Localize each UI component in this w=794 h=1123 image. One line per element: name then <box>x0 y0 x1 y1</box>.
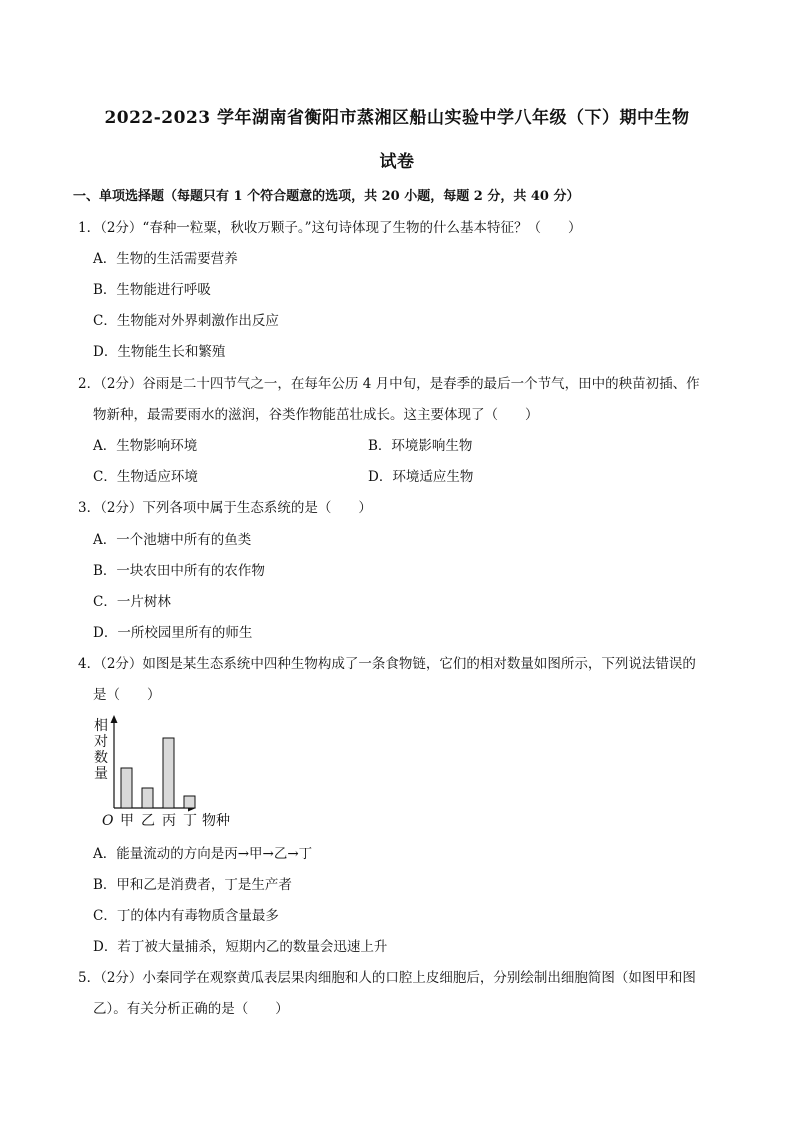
bar-丁 <box>184 796 195 808</box>
x-axis-label: 物种 <box>202 813 230 829</box>
question-3-option-d: D．一所校园里所有的师生 <box>93 625 253 641</box>
question-2-option-d: D．环境适应生物 <box>368 469 474 485</box>
svg-text:相对数量: 相对数量 <box>94 718 108 782</box>
question-2-option-b: B．环境影响生物 <box>368 438 473 454</box>
question-4-stem-cont: 是（ ） <box>93 687 161 703</box>
question-4-option-d: D．若丁被大量捕杀，短期内乙的数量会迅速上升 <box>93 939 388 955</box>
question-3-option-b: B．一块农田中所有的农作物 <box>93 563 265 579</box>
bar-甲 <box>121 768 132 808</box>
origin-label: O <box>102 813 114 829</box>
question-5-stem-cont: 乙）。有关分析正确的是（ ） <box>93 1001 289 1017</box>
category-label-甲: 甲 <box>120 813 134 829</box>
relative-quantity-bar-chart <box>90 712 250 832</box>
question-5-stem: 5．（2分）小秦同学在观察黄瓜表层果肉细胞和人的口腔上皮细胞后，分别绘制出细胞简图（如图甲和图 <box>78 970 696 986</box>
category-label-丁: 丁 <box>183 813 197 829</box>
question-4-option-b: B．甲和乙是消费者，丁是生产者 <box>93 877 292 893</box>
category-label-乙: 乙 <box>141 813 155 829</box>
question-3-option-a: A．一个池塘中所有的鱼类 <box>93 532 252 548</box>
question-4-option-c: C．丁的体内有毒物质含量最多 <box>93 908 279 924</box>
exam-title-continued: 试卷 <box>379 152 415 172</box>
question-1-option-d: D．生物能生长和繁殖 <box>93 344 226 360</box>
question-1-option-a: A．生物的生活需要营养 <box>93 251 238 267</box>
bar-丙 <box>163 738 174 808</box>
question-2-stem-cont: 物新种，最需要雨水的滋润，谷类作物能茁壮成长。这主要体现了（ ） <box>93 407 539 423</box>
question-4-stem: 4．（2分）如图是某生态系统中四种生物构成了一条食物链，它们的相对数量如图所示，下列说法错误的 <box>78 656 696 672</box>
y-axis-label <box>94 717 108 782</box>
section-heading: 一、单项选择题（每题只有 1 个符合题意的选项，共 20 小题，每题 2 分，共 40 分） <box>73 189 580 204</box>
question-2-option-a: A．生物影响环境 <box>93 438 198 454</box>
question-1-option-b: B．生物能进行呼吸 <box>93 282 211 298</box>
question-4-option-a: A．能量流动的方向是丙→甲→乙→丁 <box>93 846 313 862</box>
question-3-option-c: C．一片树林 <box>93 594 171 610</box>
question-2-option-c: C．生物适应环境 <box>93 469 198 485</box>
bar-乙 <box>142 788 153 808</box>
question-2-stem: 2．（2分）谷雨是二十四节气之一，在每年公历 4 月中旬，是春季的最后一个节气，田中的秧苗初插、作 <box>78 376 700 392</box>
question-1-option-c: C．生物能对外界刺激作出反应 <box>93 313 279 329</box>
question-1-stem: 1．（2分）“春种一粒粟，秋收万颗子。”这句诗体现了生物的什么基本特征？（ ） <box>78 220 582 236</box>
y-axis-arrow <box>111 715 118 723</box>
question-3-stem: 3．（2分）下列各项中属于生态系统的是（ ） <box>78 500 372 516</box>
category-label-丙: 丙 <box>162 813 176 829</box>
exam-title: 2022-2023 学年湖南省衡阳市蒸湘区船山实验中学八年级（下）期中生物 <box>104 108 690 128</box>
